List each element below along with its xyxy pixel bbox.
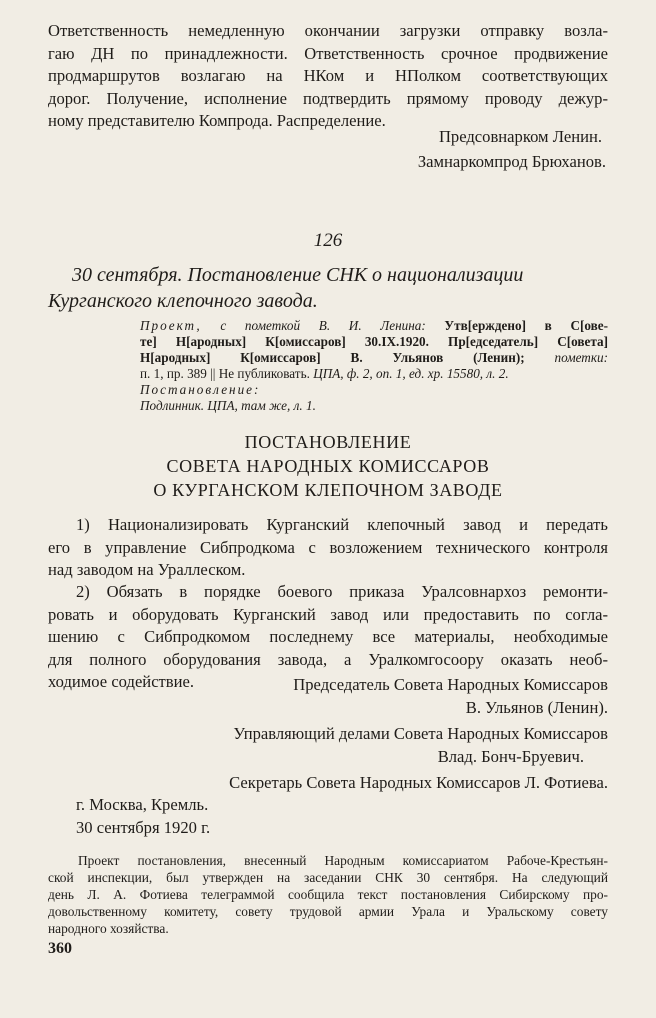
heading-line: 30 сентября. Постановление СНК о национализации — [72, 264, 524, 286]
text-line: дорог. Получение, исполнение подтвердить прямому проводу дежур- — [48, 88, 608, 108]
heading-line: Курганского клепочного завода. — [48, 290, 318, 312]
decree-point-1 — [48, 514, 608, 582]
footnote-line: Проект постановления, внесенный Народным комиссариатом Рабоче-Крестьян- — [78, 853, 608, 868]
place-and-date — [76, 794, 476, 839]
decree-title-line: О КУРГАНСКОМ КЛЕПОЧНОМ ЗАВОДЕ — [153, 480, 503, 500]
footnote-line: довольственному комитету, совету трудовой армии Урала и Уральскому совету — [48, 904, 608, 919]
source-note — [140, 318, 608, 414]
text-line: ровать и оборудовать Курганский завод или предоставить по согла- — [48, 604, 608, 624]
manager-title: Управляющий делами Совета Народных Комиссаров — [233, 724, 608, 744]
top-paragraph — [48, 20, 608, 133]
source-line: Постановление: — [140, 382, 261, 397]
chair-title: Председатель Совета Народных Комиссаров — [293, 675, 608, 694]
page-number: 360 — [48, 940, 72, 957]
secretary-line: Секретарь Совета Народных Комиссаров Л. Фотиева. — [229, 773, 608, 793]
document-heading — [48, 262, 608, 314]
chair-name: В. Ульянов (Ленин). — [465, 697, 608, 717]
signature-line: Замнаркомпрод Брюханов. — [417, 152, 606, 171]
source-line: Н[ародных] К[омиссаров] В. Ульянов (Ленин); пометки: — [140, 350, 608, 365]
decree-title-line: СОВЕТА НАРОДНЫХ КОМИССАРОВ — [166, 456, 490, 476]
source-line: п. 1, пр. 389 || Не публиковать. ЦПА, ф. 2, оп. 1, ед. хр. 15580, л. 2. — [140, 366, 509, 381]
text-line: над заводом на Ураллеском. — [48, 560, 246, 580]
source-line: те] Н[ародных] К[омиссаров] 30.IX.1920. Пр[едседатель] С[овета] — [140, 334, 608, 349]
footnote-line: ской инспекции, был утвержден на заседании СНК 30 сентября. На следующий — [48, 870, 608, 885]
footnote — [48, 852, 608, 937]
text-line: ходимое содействие. — [48, 672, 195, 692]
text-line: его в управление Сибпродкома с возложением технического контроля — [48, 537, 608, 557]
source-line: Проект, с пометкой В. И. Ленина: Утв[ерждено] в С[ове- — [140, 318, 608, 333]
text-line: 1) Национализировать Курганский клепочный завод и передать — [76, 515, 608, 534]
text-line: гаю ДН по принадлежности. Ответственность срочное продвижение — [48, 43, 608, 63]
decree-signatures — [48, 674, 608, 795]
text-line: шению с Сибпродкомом последнему все материалы, необходимые — [48, 627, 608, 647]
manager-name: Влад. Бонч-Бруевич. — [437, 746, 584, 766]
document-number: 126 — [313, 230, 343, 251]
text-line: 2) Обязать в порядке боевого приказа Уралсовнархоз ремонти- — [76, 582, 608, 601]
place: г. Москва, Кремль. — [76, 795, 209, 814]
top-signatures — [48, 124, 606, 174]
signature-line: Предсовнарком Ленин. — [438, 127, 602, 146]
decree-title — [48, 430, 608, 502]
text-line: продмаршрутов возлагаю на НКом и НПолком соответствующих — [48, 66, 608, 86]
source-line: Подлинник. ЦПА, там же, л. 1. — [140, 398, 316, 413]
footnote-line: народного хозяйства. — [48, 921, 169, 936]
text-line: Ответственность немедленную окончании загрузки отправку возла- — [48, 21, 608, 40]
date: 30 сентября 1920 г. — [76, 817, 211, 837]
footnote-line: день Л. А. Фотиева телеграммой сообщила текст постановления Сибирскому про- — [48, 887, 608, 902]
decree-title-line: ПОСТАНОВЛЕНИЕ — [244, 432, 412, 452]
text-line: ному представителю Компрода. Распределение. — [48, 111, 386, 131]
text-line: для полного оборудования завода, а Уралкомгосоору оказать необ- — [48, 649, 608, 669]
